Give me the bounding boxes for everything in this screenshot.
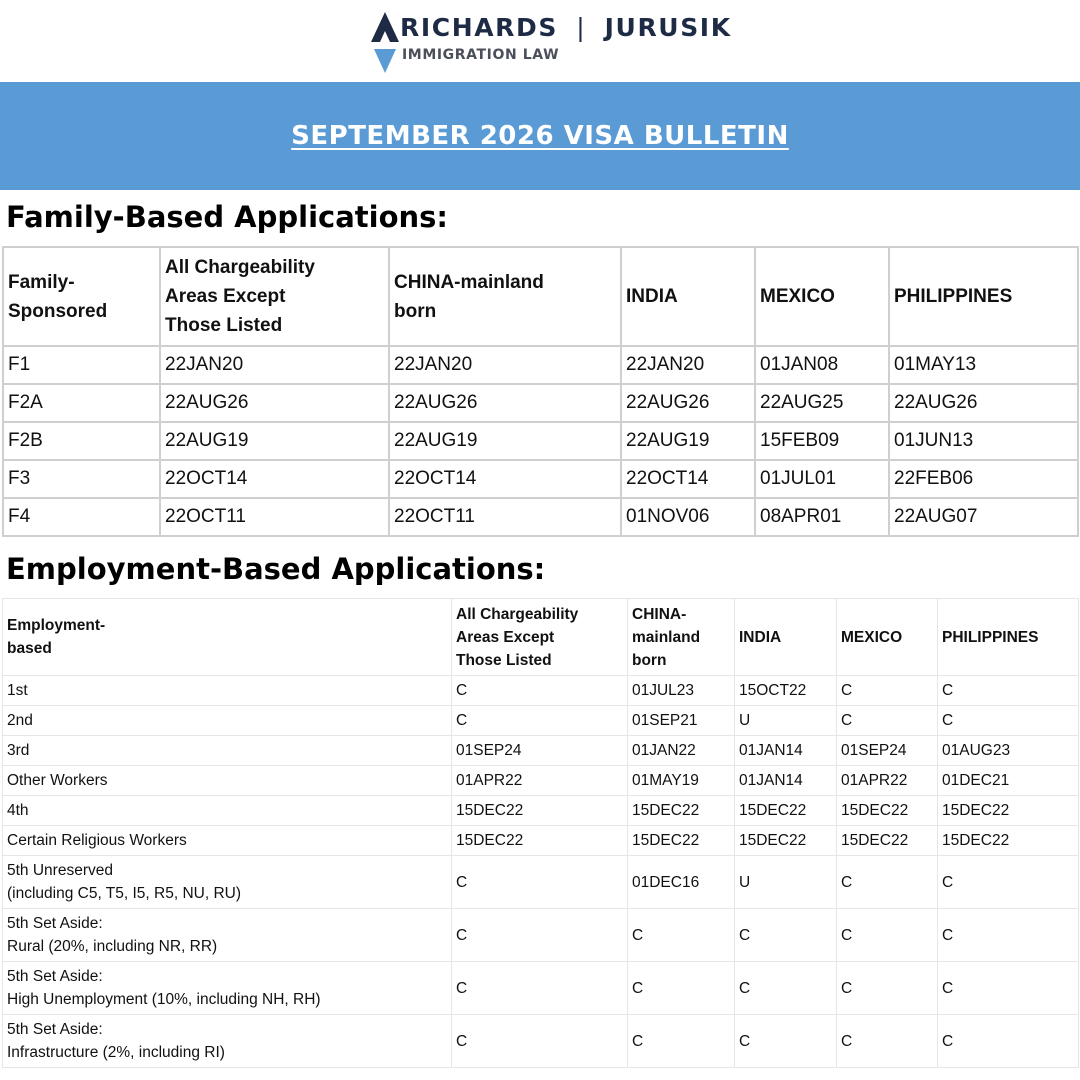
employment-date-cell: 15DEC22 xyxy=(735,826,837,856)
family-category-cell: F4 xyxy=(3,498,160,536)
family-date-cell: 22FEB06 xyxy=(889,460,1078,498)
employment-date-cell: 01JAN22 xyxy=(628,736,735,766)
family-header-cell: INDIA xyxy=(621,247,755,346)
employment-table-row xyxy=(3,909,1079,962)
employment-category-cell: 2nd xyxy=(3,706,452,736)
employment-date-cell: C xyxy=(735,909,837,962)
family-date-cell: 22OCT11 xyxy=(389,498,621,536)
employment-date-cell: C xyxy=(938,676,1079,706)
employment-table-row xyxy=(3,706,1079,736)
family-date-cell: 01JAN08 xyxy=(755,346,889,384)
employment-table-row xyxy=(3,962,1079,1015)
employment-category-cell: 3rd xyxy=(3,736,452,766)
employment-date-cell: C xyxy=(837,706,938,736)
brand-header xyxy=(0,0,1080,82)
employment-date-cell: 15DEC22 xyxy=(452,796,628,826)
brand-name-left: RICHARDS xyxy=(400,13,558,42)
family-header-cell: MEXICO xyxy=(755,247,889,346)
employment-category-cell: 5th Set Aside: Infrastructure (2%, including RI) xyxy=(3,1015,452,1068)
employment-table-header-row xyxy=(3,599,1079,676)
employment-date-cell: 01DEC16 xyxy=(628,856,735,909)
employment-table-row xyxy=(3,1015,1079,1068)
family-date-cell: 22JAN20 xyxy=(389,346,621,384)
employment-date-cell: C xyxy=(938,856,1079,909)
employment-date-cell: C xyxy=(837,856,938,909)
employment-date-cell: 01JAN14 xyxy=(735,766,837,796)
family-date-cell: 01MAY13 xyxy=(889,346,1078,384)
family-date-cell: 22AUG26 xyxy=(389,384,621,422)
employment-category-cell: 5th Unreserved (including C5, T5, I5, R5, NU, RU) xyxy=(3,856,452,909)
employment-date-cell: 15DEC22 xyxy=(837,796,938,826)
employment-category-cell: 4th xyxy=(3,796,452,826)
employment-date-cell: C xyxy=(452,676,628,706)
brand-separator: | xyxy=(576,13,587,42)
employment-date-cell: 01APR22 xyxy=(837,766,938,796)
employment-date-cell: C xyxy=(938,1015,1079,1068)
family-header-cell: CHINA-mainland born xyxy=(389,247,621,346)
employment-date-cell: C xyxy=(628,962,735,1015)
employment-table-row xyxy=(3,826,1079,856)
employment-date-cell: C xyxy=(837,962,938,1015)
employment-date-cell: C xyxy=(837,676,938,706)
employment-header-cell: CHINA- mainland born xyxy=(628,599,735,676)
employment-table-row xyxy=(3,796,1079,826)
family-date-cell: 22OCT11 xyxy=(160,498,389,536)
family-table xyxy=(2,246,1079,537)
family-date-cell: 22AUG25 xyxy=(755,384,889,422)
employment-table-row xyxy=(3,766,1079,796)
family-header-cell: Family- Sponsored xyxy=(3,247,160,346)
employment-date-cell: 15DEC22 xyxy=(837,826,938,856)
employment-header-cell: Employment- based xyxy=(3,599,452,676)
employment-date-cell: 15DEC22 xyxy=(938,796,1079,826)
family-date-cell: 22AUG26 xyxy=(621,384,755,422)
chevron-logo-icon xyxy=(371,12,399,74)
family-section-heading: Family-Based Applications: xyxy=(6,200,449,234)
family-date-cell: 01JUN13 xyxy=(889,422,1078,460)
employment-date-cell: 01AUG23 xyxy=(938,736,1079,766)
employment-table-body xyxy=(3,676,1079,1068)
family-table-header-row xyxy=(3,247,1078,346)
employment-table-row xyxy=(3,676,1079,706)
employment-date-cell: U xyxy=(735,856,837,909)
employment-category-cell: Certain Religious Workers xyxy=(3,826,452,856)
employment-table-row xyxy=(3,736,1079,766)
employment-date-cell: C xyxy=(938,909,1079,962)
employment-date-cell: 15OCT22 xyxy=(735,676,837,706)
family-date-cell: 01NOV06 xyxy=(621,498,755,536)
employment-date-cell: C xyxy=(938,706,1079,736)
employment-date-cell: C xyxy=(452,706,628,736)
family-header-cell: All Chargeability Areas Except Those Listed xyxy=(160,247,389,346)
family-date-cell: 22JAN20 xyxy=(160,346,389,384)
employment-category-cell: 5th Set Aside: High Unemployment (10%, including NH, RH) xyxy=(3,962,452,1015)
employment-date-cell: 01SEP24 xyxy=(837,736,938,766)
employment-date-cell: C xyxy=(452,1015,628,1068)
employment-date-cell: C xyxy=(628,1015,735,1068)
employment-date-cell: C xyxy=(735,962,837,1015)
family-date-cell: 15FEB09 xyxy=(755,422,889,460)
brand-subtitle: IMMIGRATION LAW xyxy=(402,47,560,63)
employment-category-cell: Other Workers xyxy=(3,766,452,796)
employment-date-cell: C xyxy=(452,962,628,1015)
family-table-row xyxy=(3,422,1078,460)
employment-date-cell: 01SEP21 xyxy=(628,706,735,736)
employment-section-heading: Employment-Based Applications: xyxy=(6,552,546,586)
family-category-cell: F2A xyxy=(3,384,160,422)
family-date-cell: 22AUG26 xyxy=(889,384,1078,422)
employment-date-cell: U xyxy=(735,706,837,736)
family-date-cell: 22AUG19 xyxy=(389,422,621,460)
employment-date-cell: 01MAY19 xyxy=(628,766,735,796)
family-date-cell: 22AUG19 xyxy=(160,422,389,460)
employment-date-cell: C xyxy=(628,909,735,962)
family-date-cell: 22OCT14 xyxy=(160,460,389,498)
family-header-cell: PHILIPPINES xyxy=(889,247,1078,346)
family-category-cell: F1 xyxy=(3,346,160,384)
employment-date-cell: C xyxy=(837,1015,938,1068)
employment-date-cell: 15DEC22 xyxy=(628,826,735,856)
family-table-row xyxy=(3,498,1078,536)
employment-date-cell: 15DEC22 xyxy=(938,826,1079,856)
employment-date-cell: 15DEC22 xyxy=(452,826,628,856)
brand-name xyxy=(400,13,732,42)
employment-date-cell: 15DEC22 xyxy=(628,796,735,826)
employment-category-cell: 5th Set Aside: Rural (20%, including NR, RR) xyxy=(3,909,452,962)
family-table-row xyxy=(3,384,1078,422)
family-date-cell: 01JUL01 xyxy=(755,460,889,498)
employment-date-cell: 01DEC21 xyxy=(938,766,1079,796)
employment-header-cell: INDIA xyxy=(735,599,837,676)
employment-date-cell: C xyxy=(938,962,1079,1015)
employment-header-cell: MEXICO xyxy=(837,599,938,676)
family-date-cell: 08APR01 xyxy=(755,498,889,536)
family-date-cell: 22OCT14 xyxy=(389,460,621,498)
family-date-cell: 22JAN20 xyxy=(621,346,755,384)
employment-table-row xyxy=(3,856,1079,909)
bulletin-title: SEPTEMBER 2026 VISA BULLETIN xyxy=(291,121,789,151)
family-table-row xyxy=(3,346,1078,384)
employment-date-cell: C xyxy=(735,1015,837,1068)
brand-name-right: JURUSIK xyxy=(604,13,732,42)
employment-date-cell: C xyxy=(452,909,628,962)
employment-header-cell: All Chargeability Areas Except Those Listed xyxy=(452,599,628,676)
employment-date-cell: C xyxy=(452,856,628,909)
family-table-body xyxy=(3,346,1078,536)
family-table-row xyxy=(3,460,1078,498)
employment-date-cell: 01APR22 xyxy=(452,766,628,796)
employment-header-cell: PHILIPPINES xyxy=(938,599,1079,676)
family-category-cell: F3 xyxy=(3,460,160,498)
employment-category-cell: 1st xyxy=(3,676,452,706)
employment-date-cell: 01JUL23 xyxy=(628,676,735,706)
employment-date-cell: C xyxy=(837,909,938,962)
family-date-cell: 22OCT14 xyxy=(621,460,755,498)
family-date-cell: 22AUG07 xyxy=(889,498,1078,536)
employment-date-cell: 01SEP24 xyxy=(452,736,628,766)
employment-table xyxy=(2,598,1079,1068)
family-date-cell: 22AUG19 xyxy=(621,422,755,460)
employment-date-cell: 15DEC22 xyxy=(735,796,837,826)
employment-date-cell: 01JAN14 xyxy=(735,736,837,766)
family-category-cell: F2B xyxy=(3,422,160,460)
family-date-cell: 22AUG26 xyxy=(160,384,389,422)
title-banner xyxy=(0,82,1080,190)
